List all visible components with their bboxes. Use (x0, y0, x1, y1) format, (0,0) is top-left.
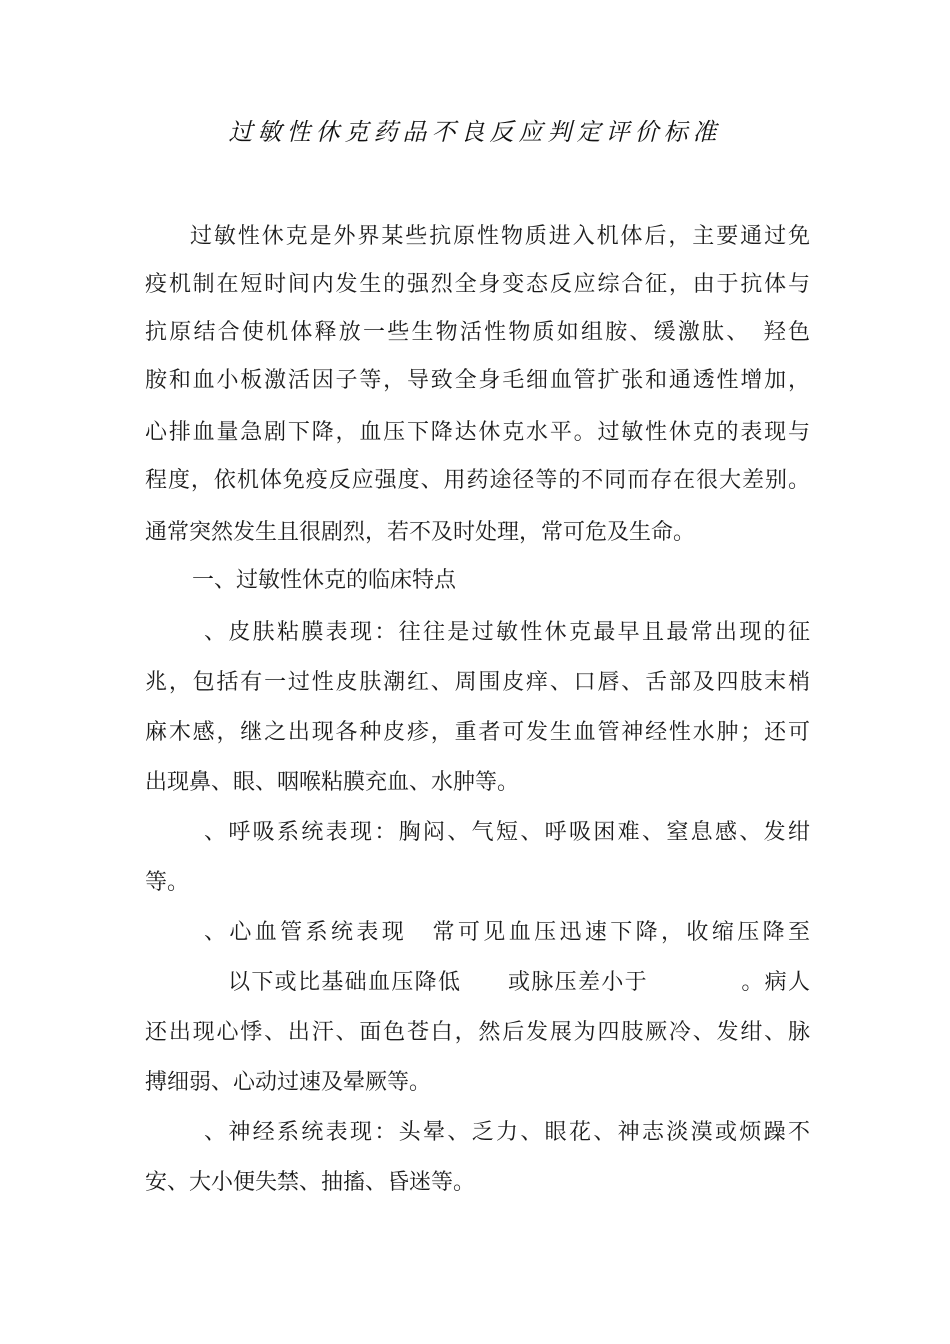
paragraph-line: 以下或比基础血压降低 或脉压差小于 。病人 (228, 970, 810, 995)
paragraph-line: 、神经系统表现：头晕、乏力、眼花、神志淡漠或烦躁不 (204, 1120, 810, 1145)
paragraph-line: 抗原结合使机体释放一些生物活性物质如组胺、缓激肽、 羟色 (145, 320, 810, 345)
paragraph-line: 兆，包括有一过性皮肤潮红、周围皮痒、口唇、舌部及四肢末梢 (145, 670, 810, 695)
paragraph-line: 、心血管系统表现 常可见血压迅速下降，收缩压降至 (204, 920, 810, 945)
document-title: 过敏性休克药品不良反应判定评价标准 (228, 118, 722, 146)
paragraph-line: 、呼吸系统表现：胸闷、气短、呼吸困难、窒息感、发绀 (204, 820, 810, 845)
paragraph-line: 过敏性休克是外界某些抗原性物质进入机体后，主要通过免 (190, 224, 810, 249)
paragraph-line: 心排血量急剧下降，血压下降达休克水平。过敏性休克的表现与 (145, 420, 810, 445)
paragraph-line: 疫机制在短时间内发生的强烈全身变态反应综合征，由于抗体与 (145, 272, 810, 297)
section-heading: 一、过敏性休克的临床特点 (192, 568, 457, 593)
paragraph-line: 麻木感，继之出现各种皮疹，重者可发生血管神经性水肿；还可 (145, 720, 810, 745)
paragraph-line: 安、大小便失禁、抽搐、昏迷等。 (145, 1170, 476, 1195)
paragraph-line: 、皮肤粘膜表现：往往是过敏性休克最早且最常出现的征 (204, 620, 810, 645)
paragraph-line: 等。 (145, 870, 190, 895)
paragraph-line: 出现鼻、眼、咽喉粘膜充血、水肿等。 (145, 770, 520, 795)
paragraph-line: 程度，依机体免疫反应强度、用药途径等的不同而存在很大差别。 (145, 468, 810, 493)
paragraph-line: 还出现心悸、出汗、面色苍白，然后发展为四肢厥冷、发绀、脉 (145, 1020, 810, 1045)
paragraph-line: 搏细弱、心动过速及晕厥等。 (145, 1070, 432, 1095)
paragraph-line: 胺和血小板激活因子等，导致全身毛细血管扩张和通透性增加， (145, 368, 810, 393)
paragraph-line: 通常突然发生且很剧烈，若不及时处理，常可危及生命。 (145, 520, 696, 545)
